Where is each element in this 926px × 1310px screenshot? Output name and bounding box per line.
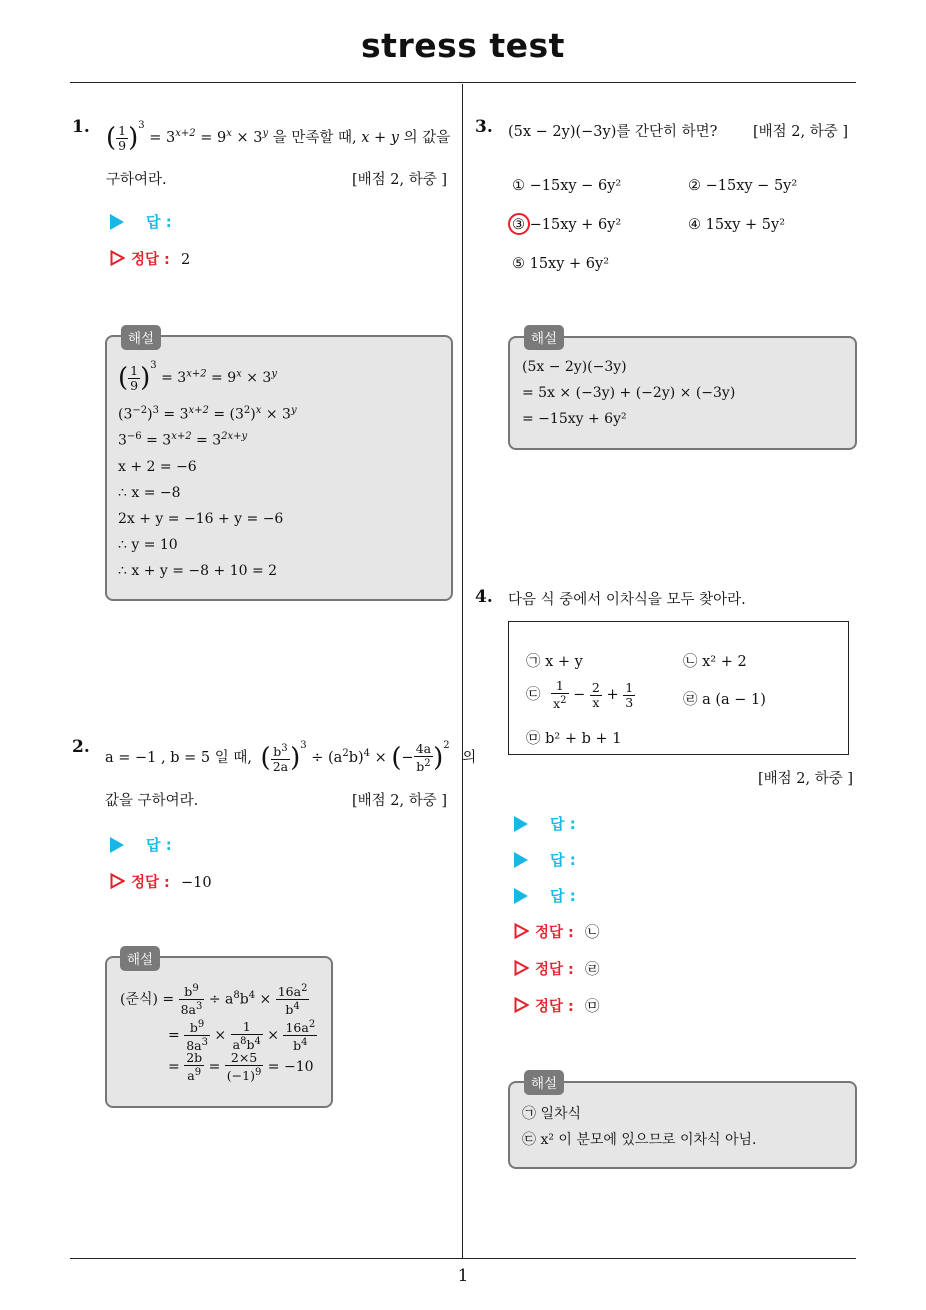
q1-answer-row: 답 : [110, 211, 172, 232]
q2-score: [배점 2, 하중 ] [352, 793, 448, 809]
column-divider [462, 84, 463, 1258]
q4-item-2: ㉡ x² + 2 [683, 654, 747, 670]
play-icon [514, 852, 528, 868]
q2-sol-line1: (준식) = $\frac{b^9}{8a^3}$ ÷ $a^8b^4$ × $\frac{16a^2}{b^4}$ [120, 983, 308, 1018]
play-icon [110, 214, 124, 230]
q3-choice-2[interactable]: ② −15xy − 5y² [688, 178, 798, 194]
q3-sol-line3: = −15xy + 6y² [522, 411, 627, 427]
q3-statement: (5x − 2y)(−3y)를 간단히 하면? [508, 124, 718, 140]
q4-solution-tag: 해설 [524, 1070, 564, 1095]
q4-answer-row-2: 답 : [514, 849, 576, 870]
play-icon [514, 888, 528, 904]
q4-score: [배점 2, 하중 ] [758, 771, 854, 787]
play-icon [110, 837, 124, 853]
page-number: 1 [457, 1266, 469, 1286]
q3-choice-4[interactable]: ④ 15xy + 5y² [688, 217, 786, 233]
q4-correct-row-3: 정답 : ㉤ [514, 995, 599, 1016]
footer-rule [70, 1258, 856, 1259]
outline-triangle-icon [514, 923, 529, 939]
q4-correct-value-2: ㉣ [584, 962, 600, 978]
outline-triangle-icon [110, 873, 125, 889]
q4-correct-row-1: 정답 : ㉡ [514, 921, 599, 942]
q3-score: [배점 2, 하중 ] [753, 124, 849, 140]
q3-choice-1[interactable]: ① −15xy − 6y² [512, 178, 622, 194]
q3-sol-line2: = 5x × (−3y) + (−2y) × (−3y) [522, 385, 736, 401]
q1-sol-line5: ∴ x = −8 [118, 485, 181, 501]
outline-triangle-icon [110, 250, 125, 266]
q1-sol-line4: x + 2 = −6 [118, 459, 197, 475]
q4-sol-line1: ㉠ 일차식 [522, 1106, 582, 1122]
q1-line2: 구하여라. [106, 172, 167, 188]
play-icon [514, 816, 528, 832]
q1-sol-line7: ∴ y = 10 [118, 537, 178, 553]
q2-correct-row: 정답 : −10 [110, 871, 212, 892]
q2-number: 2. [72, 737, 90, 757]
q1-correct-row: 정답 : 2 [110, 248, 190, 269]
q1-sol-line2: $(3^{-2})^3 = 3^{x+2} = (3^2)^x \times 3^y$ [118, 405, 297, 423]
q4-sol-line2: ㉢ x² 이 분모에 있으므로 이차식 아님. [522, 1132, 757, 1148]
q4-item-3: ㉢ $\frac{1}{x^2}$ − $\frac{2}{x}$ + $\frac{1}{3}$ [526, 678, 634, 712]
q1-statement: ( $\frac{1}{9}$ )$^3 = 3^{x+2} = 9^x \times 3^y$ 을 만족할 때, x + y 의 값을 [106, 120, 451, 153]
q1-sol-line1: ( $\frac{1}{9}$ )$^3 = 3^{x+2} = 9^x \times 3^y$ [118, 360, 277, 393]
q2-sol-line3: = $\frac{2b}{a^9}$ = $\frac{2\times 5}{(-1)^9}$ = −10 [168, 1050, 314, 1084]
q2-answer-row: 답 : [110, 834, 172, 855]
q1-number: 1. [72, 117, 90, 137]
q4-number: 4. [475, 587, 493, 607]
q4-item-1: ㉠ x + y [526, 654, 583, 670]
q4-item-5: ㉤ b² + b + 1 [526, 731, 622, 747]
q4-answer-row-1: 답 : [514, 813, 576, 834]
q2-line2: 값을 구하여라. [105, 793, 199, 809]
header-rule [70, 82, 856, 83]
outline-triangle-icon [514, 960, 529, 976]
q3-sol-line1: (5x − 2y)(−3y) [522, 359, 627, 375]
page-title: stress test [361, 26, 565, 65]
q2-solution-tag: 해설 [120, 946, 160, 971]
q1-sol-line3: $3^{-6} = 3^{x+2} = 3^{2x+y}$ [118, 431, 248, 449]
q4-correct-value-3: ㉤ [584, 999, 600, 1015]
q1-correct-value: 2 [180, 252, 191, 268]
q2-statement: a = −1 , b = 5 일 때, ( $\frac{b^3}{2a}$ )$^3 \div (a^2b)^4$ × (− $\frac{4a}{b^2}$ )$^2$ 의 [105, 740, 477, 775]
q4-item-4: ㉣ a (a − 1) [683, 692, 766, 708]
q1-sol-line8: ∴ x + y = −8 + 10 = 2 [118, 563, 278, 579]
q4-answer-row-3: 답 : [514, 885, 576, 906]
q3-solution-tag: 해설 [524, 325, 564, 350]
q1-sol-line6: 2x + y = −16 + y = −6 [118, 511, 284, 527]
q3-choice-5[interactable]: ⑤ 15xy + 6y² [512, 256, 610, 272]
q1-solution-tag: 해설 [121, 325, 161, 350]
q4-correct-value-1: ㉡ [584, 925, 600, 941]
q4-statement: 다음 식 중에서 이차식을 모두 찾아라. [508, 592, 746, 608]
q3-choice-3[interactable]: ③ −15xy + 6y² [512, 217, 622, 233]
q2-sol-line2: = $\frac{b^9}{8a^3}$ × $\frac{1}{a^8b^4}$ × $\frac{16a^2}{b^4}$ [168, 1018, 316, 1054]
outline-triangle-icon [514, 997, 529, 1013]
q1-score: [배점 2, 하중 ] [352, 172, 448, 188]
q4-correct-row-2: 정답 : ㉣ [514, 958, 599, 979]
q3-number: 3. [475, 117, 493, 137]
q2-correct-value: −10 [180, 875, 212, 891]
